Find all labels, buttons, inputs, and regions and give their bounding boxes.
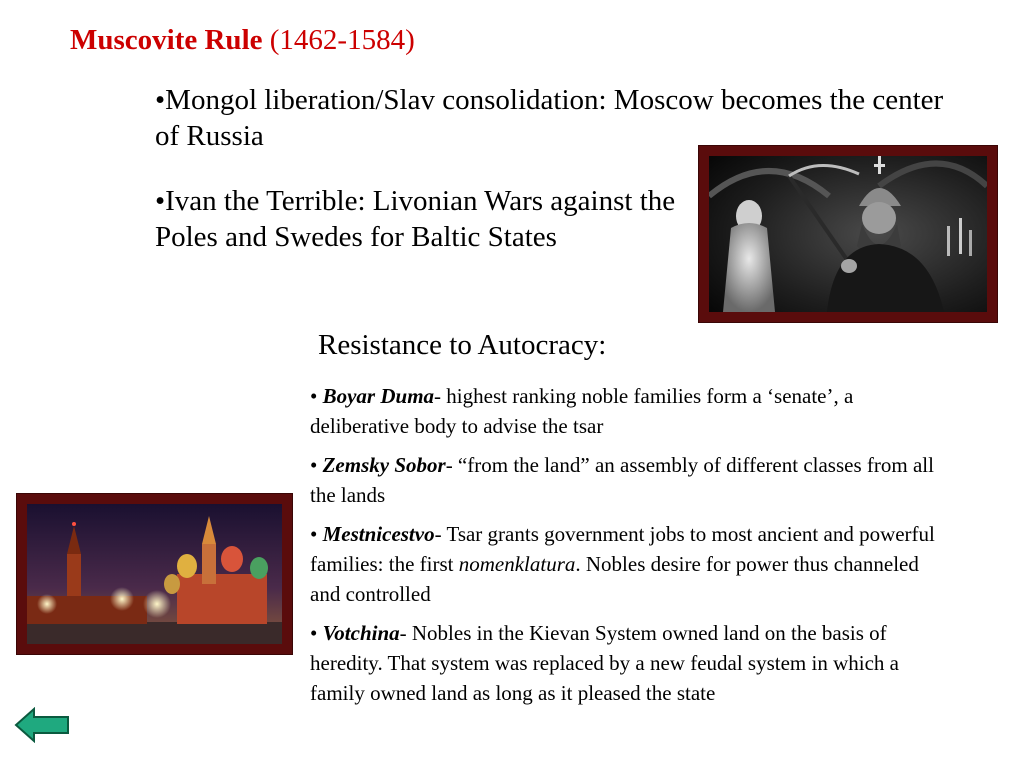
list-item-zemsky-sobor: • Zemsky Sobor- “from the land” an assembly of different classes from all the lands xyxy=(310,453,934,507)
desc-votchina: - Nobles in the Kievan System owned land on the basis of heredity. That system was replaced by a new feudal system in which a family owned land as long as it pleased the state xyxy=(310,621,899,705)
back-button[interactable] xyxy=(14,707,70,743)
left-arrow-icon xyxy=(14,707,70,743)
list-item-mestnicestvo: • Mestnicestvo- Tsar grants government jobs to most ancient and powerful families: the first nomenklatura. Nobles desire for power thus channeled and controlled xyxy=(310,522,935,606)
moscow-photo-image xyxy=(27,504,282,644)
ivan-photo xyxy=(699,146,997,322)
bullet-ivan-terrible: •Ivan the Terrible: Livonian Wars against the Poles and Swedes for Baltic States xyxy=(155,185,676,253)
title-main: Muscovite Rule xyxy=(70,24,263,56)
list-item-votchina: • Votchina- Nobles in the Kievan System owned land on the basis of heredity. That system was replaced by a new feudal system in which a family owned land as long as it pleased the state xyxy=(310,621,899,705)
desc-zemsky-sobor: - “from the land” an assembly of different classes from all the lands xyxy=(310,453,934,507)
title-dates: (1462-1584) xyxy=(269,24,415,56)
bullet-moscow-center: •Mongol liberation/Slav consolidation: Moscow becomes the center of Russia xyxy=(155,84,944,152)
term-zemsky-sobor: Zemsky Sobor xyxy=(322,453,446,477)
slide-title xyxy=(70,22,415,58)
resistance-heading: Resistance to Autocracy: xyxy=(318,329,607,361)
term-nomenklatura: nomenklatura xyxy=(458,552,576,576)
desc-mestnicestvo-b: . Nobles desire for power thus channeled and controlled xyxy=(310,552,919,606)
term-votchina: Votchina xyxy=(322,621,400,645)
list-item-boyar-duma: • Boyar Duma- highest ranking noble families form a ‘senate’, a deliberative body to advise the tsar xyxy=(310,384,854,438)
desc-mestnicestvo-a: - Tsar grants government jobs to most ancient and powerful families: the first xyxy=(310,522,935,576)
desc-boyar-duma: - highest ranking noble families form a ‘senate’, a deliberative body to advise the tsar xyxy=(310,384,854,438)
term-mestnicestvo: Mestnicestvo xyxy=(322,522,435,546)
ivan-photo-image xyxy=(709,156,987,312)
term-boyar-duma: Boyar Duma xyxy=(322,384,435,408)
resistance-list xyxy=(310,381,950,717)
moscow-photo xyxy=(17,494,292,654)
